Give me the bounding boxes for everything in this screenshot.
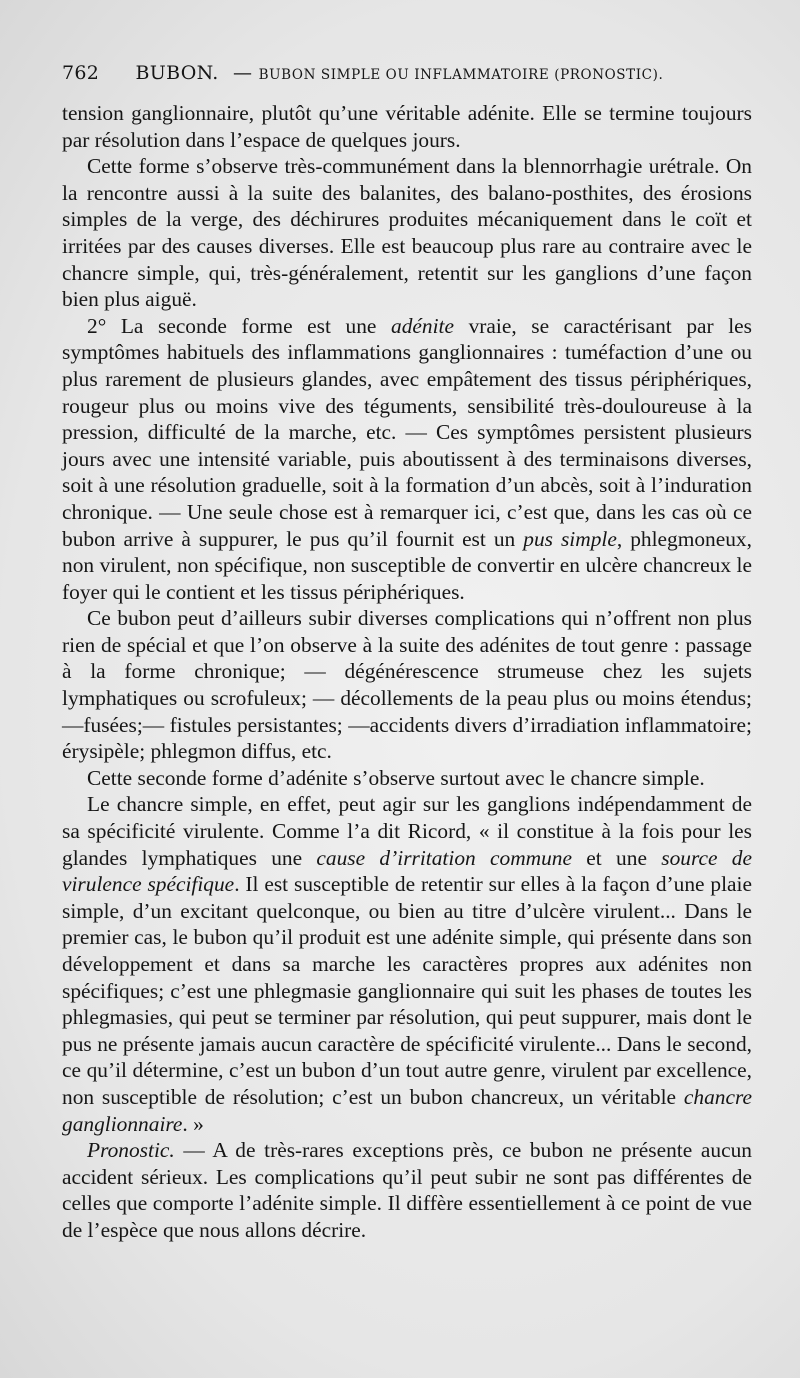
section-heading-pronostic: Pronostic. xyxy=(87,1138,175,1163)
running-header xyxy=(62,62,752,84)
paragraph: Cette seconde forme d’adénite s’observe surtout avec le chancre simple. xyxy=(87,765,705,790)
paragraph: Ce bubon peut d’ailleurs subir diverses complications qui n’offrent non plus rien de spécial et que l’on observe à la suite des adénites de tout genre : passage à la forme chronique; — dégénérescence strumeuse chez les sujets lymphatiques ou scrofuleux; — décollements de la peau plus ou moins étendus;—fusées;— fistules persistantes; —accidents divers d’irradiation inflammatoire; érysipèle; phlegmon diffus, etc. xyxy=(62,606,752,764)
page-number: 762 xyxy=(62,62,100,84)
paragraph: 2° La seconde forme est une adénite vraie, se caractérisant par les symptômes habituels des inflammations ganglionnaires : tuméfaction d’une ou plus rarement de plusieurs glandes, avec empâtement des tissus périphériques, rougeur plus ou moins vive des téguments, sensibilité très-douloureuse à la pression, difficulté de la marche, etc. — Ces symptômes persistent plusieurs jours avec une intensité variable, puis aboutissent à des terminaisons diverses, soit à une résolution graduelle, soit à la formation d’un abcès, soit à l’induration chronique. — Une seule chose est à remarquer ici, c’est que, dans les cas où ce bubon arrive à suppurer, le pus qu’il fournit est un pus simple, phlegmoneux, non virulent, non spécifique, non susceptible de convertir en ulcère chancreux le foyer qui le contient et les tissus périphériques. xyxy=(62,313,752,604)
paragraph-pronostic: Pronostic. — A de très-rares exceptions près, ce bubon ne présente aucun accident sérieux. Les complications qu’il peut subir ne sont pas différentes de celles que comporte l’adénite simple. Il diffère essentiellement à ce point de vue de l’espèce que nous allons décrire. xyxy=(62,1138,752,1242)
running-subtitle: BUBON SIMPLE OU INFLAMMATOIRE (PRONOSTIC). xyxy=(258,67,664,83)
paragraph: tension ganglionnaire, plutôt qu’une véritable adénite. Elle se termine toujours par résolution dans l’espace de quelques jours. xyxy=(62,101,752,152)
paragraph: Le chancre simple, en effet, peut agir sur les ganglions indépendamment de sa spécificité virulente. Comme l’a dit Ricord, « il constitue à la fois pour les glandes lymphatiques une cause d’irritation commune et une source de virulence spécifique. Il est susceptible de retentir sur elles à la façon d’une plaie simple, d’un excitant quelconque, ou bien au titre d’ulcère virulent... Dans le premier cas, le bubon qu’il produit est une adénite simple, qui présente dans son développement et dans sa marche les caractères propres aux adénites non spécifiques; c’est une phlegmasie ganglionnaire qui suit les phases de toutes les phlegmasies, qui peut se terminer par résolution, qui peut suppurer, mais dont le pus ne présente jamais aucun caractère de spécificité virulente... Dans le second, ce qu’il détermine, c’est un bubon d’un tout autre genre, virulent par excellence, non susceptible de résolution; c’est un bubon chancreux, un véritable chancre ganglionnaire. » xyxy=(62,792,753,1136)
body-text xyxy=(62,100,752,1244)
paragraph: Cette forme s’observe très-communément dans la blennorrhagie urétrale. On la rencontre aussi à la suite des balanites, des balano-posthites, des érosions simples de la verge, des déchirures produites mécaniquement dans le coït et irritées par des causes diverses. Elle est beaucoup plus rare au contraire avec le chancre simple, qui, très-généralement, retentit sur les ganglions d’une façon bien plus aiguë. xyxy=(62,154,752,312)
header-dash: — xyxy=(232,62,253,84)
running-title: BUBON. xyxy=(135,62,219,84)
